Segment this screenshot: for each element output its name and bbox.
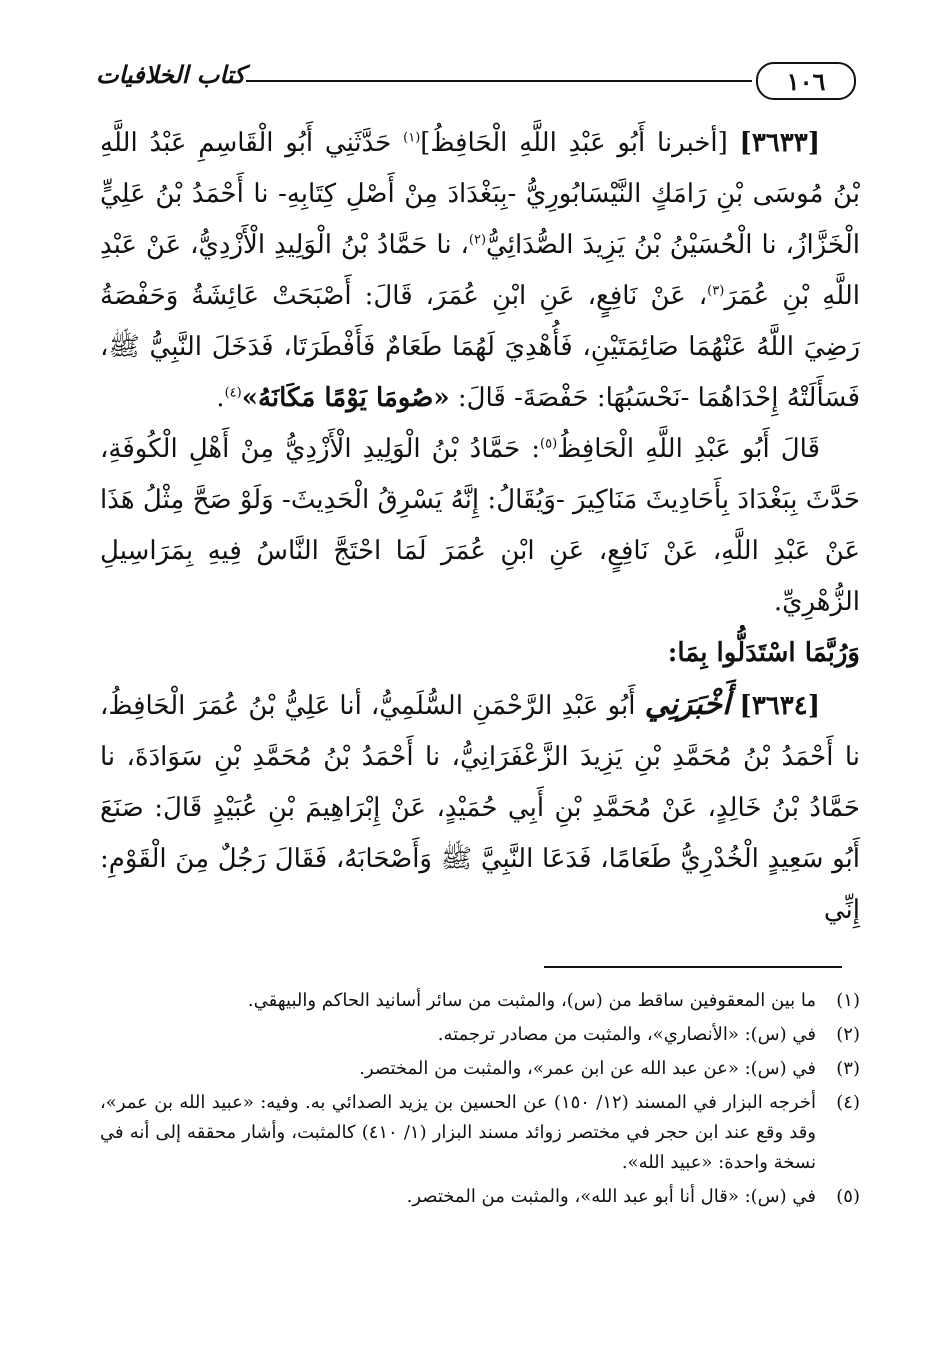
section-heading: وَرُبَّمَا اسْتَدَلُّوا بِمَا: — [667, 638, 860, 668]
footnote — [100, 986, 860, 1016]
header-rule — [246, 80, 752, 82]
footnote — [100, 1020, 860, 1050]
page-number: ١٠٦ — [756, 62, 856, 100]
main-text — [100, 118, 860, 936]
footnote-number: (٣) — [836, 1058, 860, 1079]
text-segment: حَدَّثَنِي أَبُو الْقَاسِمِ عَبْدُ اللَّهِ بْنُ مُوسَى بْنِ رَامَكٍ النَّيْسَابُورِيُّ -بِبَغْدَادَ مِنْ أَصْلِ كِتَابِهِ- نا أَحْمَدُ بْنُ عَلِيٍّ الْخَزَّازُ، نا الْحُسَيْنُ بْنُ يَزِيدَ الصُّدَائِيُّ — [100, 128, 860, 260]
footnote-number: (١) — [836, 990, 860, 1011]
footnote-ref: (٣) — [707, 283, 725, 299]
footnote-number: (٤) — [836, 1092, 860, 1113]
footnote-ref: (٢) — [468, 232, 487, 248]
footnote — [100, 1054, 860, 1084]
text-segment: ، نا حَمَّادُ بْنُ الْوَلِيدِ الْأَزْدِيُّ، عَنْ عَبْدِ اللَّهِ بْنِ عُمَرَ — [100, 230, 860, 311]
footnote-number: (٥) — [836, 1186, 860, 1207]
footnote-text: أخرجه البزار في المسند (١٢/ ١٥٠) عن الحسين بن يزيد الصدائي به. وفيه: «عبيد الله بن عمر»، وقد وقع عند ابن حجر في مختصر زوائد مسند البزار (١/ ٤١٠) كالمثبت، وأشار محققه إلى أنه في نسخة واحدة: «عبيد الله». — [100, 1092, 816, 1173]
commentary-paragraph — [100, 424, 860, 628]
page-header — [96, 58, 856, 102]
footnote-ref: (٥) — [540, 436, 558, 452]
footnote-ref: (١) — [403, 130, 421, 146]
text-segment: ، عَنْ نَافِعٍ، عَنِ ابْنِ عُمَرَ، قَالَ: أَصْبَحَتْ عَائِشَةُ وَحَفْصَةُ رَضِيَ اللَّهُ عَنْهُمَا صَائِمَتَيْنِ، فَأُهْدِيَ لَهُمَا طَعَامٌ فَأَفْطَرَتَا، فَدَخَلَ النَّبِيُّ ﷺ، فَسَأَلَتْهُ إِحْدَاهُمَا -نَحْسَبُهَا: حَفْصَةَ- قَالَ: — [100, 281, 860, 413]
footnote-text: في (س): «قال أنا أبو عبد الله»، والمثبت من المختصر. — [406, 1186, 816, 1207]
hadith-number: [٣٦٣٤] — [739, 691, 820, 721]
footnote-text: في (س): «عن عبد الله عن ابن عمر»، والمثبت من المختصر. — [359, 1058, 816, 1079]
text-segment: [أخبرنا أَبُو عَبْدِ اللَّهِ الْحَافِظُ] — [420, 128, 740, 158]
footnote-text: في (س): «الأنصاري»، والمثبت من مصادر ترجمته. — [437, 1024, 816, 1045]
footnote-separator — [544, 966, 842, 968]
footnote — [100, 1182, 860, 1212]
akhbarani-word: أَخْبَرَنِي — [644, 687, 731, 722]
footnote-number: (٢) — [836, 1024, 860, 1045]
footnote — [100, 1088, 860, 1178]
book-title: كتاب الخلافيات — [96, 60, 246, 89]
footnote-ref: (٤) — [224, 385, 242, 401]
hadith-3634 — [100, 679, 860, 936]
footnotes — [100, 986, 860, 1216]
text-segment: أَبُو عَبْدِ الرَّحْمَنِ السُّلَمِيُّ، أنا عَلِيُّ بْنُ عُمَرَ الْحَافِظُ، نا أَحْمَدُ بْنُ مُحَمَّدِ بْنِ يَزِيدَ الزَّعْفَرَانِيُّ، نا أَحْمَدُ بْنُ مُحَمَّدِ بْنِ سَوَادَةَ، نا حَمَّادُ بْنُ خَالِدٍ، عَنْ مُحَمَّدِ بْنِ أَبِي حُمَيْدٍ، عَنْ إِبْرَاهِيمَ بْنِ عُبَيْدٍ قَالَ: صَنَعَ أَبُو سَعِيدٍ الْخُدْرِيُّ طَعَامًا، فَدَعَا النَّبِيَّ ﷺ وَأَصْحَابَهُ، فَقَالَ رَجُلٌ مِنَ الْقَوْمِ: إِنِّي — [100, 691, 860, 925]
footnote-text: ما بين المعقوفين ساقط من (س)، والمثبت من سائر أسانيد الحاكم والبيهقي. — [247, 990, 816, 1011]
hadith-number: [٣٦٣٣] — [739, 128, 821, 158]
prophetic-quote: «صُومَا يَوْمًا مَكَانَهُ» — [241, 383, 450, 413]
text-segment: : حَمَّادُ بْنُ الْوَلِيدِ الْأَزْدِيُّ مِنْ أَهْلِ الْكُوفَةِ، حَدَّثَ بِبَغْدَادَ بِأَحَادِيثَ مَنَاكِيرَ -وَيُقَالُ: إِنَّهُ يَسْرِقُ الْحَدِيثَ- وَلَوْ صَحَّ مِثْلُ هَذَا عَنْ عَبْدِ اللَّهِ، عَنْ نَافِعٍ، عَنِ ابْنِ عُمَرَ لَمَا احْتَجَّ النَّاسُ فِيهِ بِمَرَاسِيلِ الزُّهْرِيِّ. — [100, 434, 860, 617]
text-segment: . — [216, 383, 225, 413]
text-segment: قَالَ أَبُو عَبْدِ اللَّهِ الْحَافِظُ — [557, 434, 820, 464]
hadith-3633 — [100, 118, 860, 424]
